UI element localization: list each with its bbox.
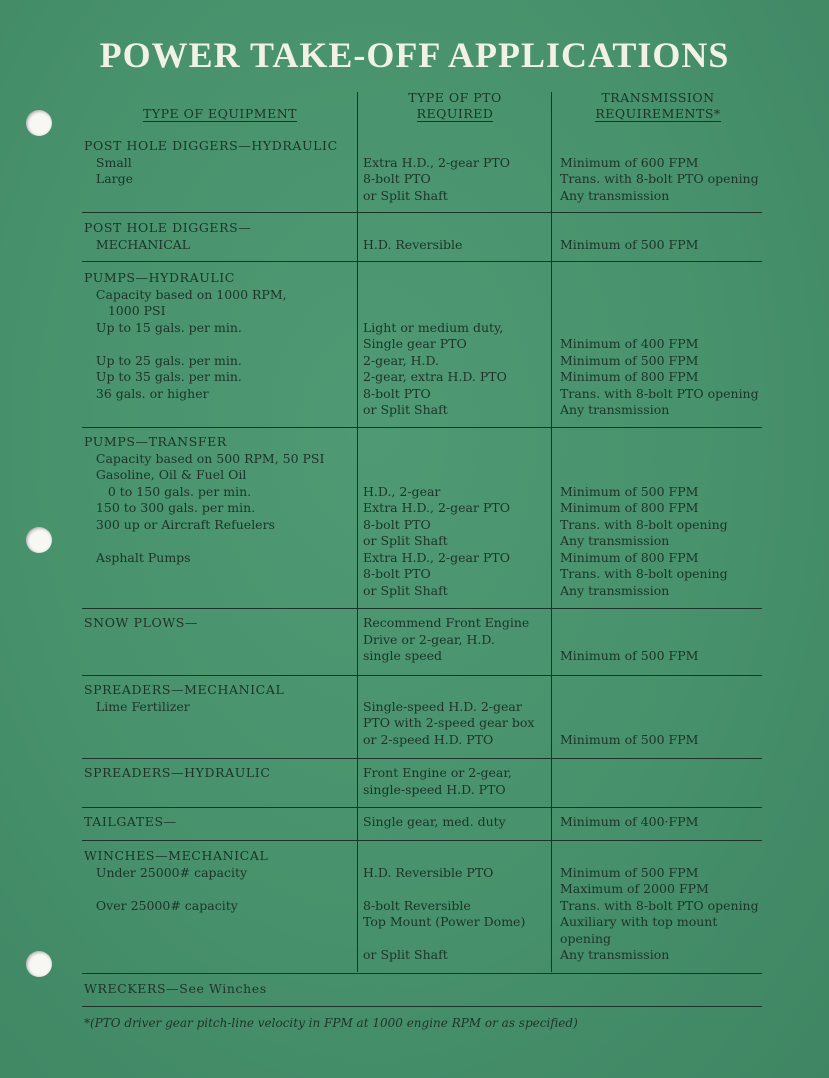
table-cell-line: Trans. with 8-bolt PTO opening [560, 897, 759, 913]
row-divider [82, 675, 762, 676]
table-cell-line: SPREADERS—MECHANICAL [84, 682, 285, 697]
row-divider [82, 1006, 762, 1007]
table-cell-line: MECHANICAL [84, 236, 191, 252]
table-cell-line: Over 25000# capacity [84, 897, 238, 913]
table-cell-line: Any transmission [560, 402, 670, 417]
header-pto: TYPE OF PTO REQUIRED [408, 90, 502, 121]
table-cell-line: POST HOLE DIGGERS—HYDRAULIC [84, 138, 338, 153]
table-cell-line: 1000 PSI [84, 303, 166, 318]
table-cell-line: or Split Shaft [363, 582, 448, 598]
binder-hole [26, 110, 52, 136]
table-cell-line: Up to 25 gals. per min. [84, 352, 242, 368]
table-cell-line: SPREADERS—HYDRAULIC [84, 765, 271, 780]
table-cell-line: Trans. with 8-bolt opening [560, 516, 728, 532]
table-cell-line: H.D. Reversible PTO [363, 864, 494, 880]
page-title: POWER TAKE-OFF APPLICATIONS [99, 35, 730, 75]
row-divider [82, 840, 762, 841]
table-cell-line: 2-gear, H.D. [363, 352, 440, 368]
table-cell-line: Single gear, med. duty [363, 814, 506, 829]
table-cell-line: Minimum of 800 FPM [560, 549, 699, 565]
table-cell-line: 0 to 150 gals. per min. [84, 483, 252, 499]
table-cell-line: Any transmission [560, 187, 670, 203]
table-cell-line: Extra H.D., 2-gear PTO [363, 154, 510, 170]
table-cell-line: Extra H.D., 2-gear PTO [363, 500, 510, 515]
table-cell-line: or Split Shaft [363, 402, 448, 417]
table-cell-line: Trans. with 8-bolt PTO opening [560, 385, 759, 401]
table-cell-line: Minimum of 400·FPM [560, 814, 699, 829]
table-cell-line: Capacity based on 1000 RPM, [84, 286, 287, 302]
table-cell-line: POST HOLE DIGGERS— [84, 220, 252, 235]
table-cell-line: PUMPS—HYDRAULIC [84, 270, 235, 285]
table-cell-line: Minimum of 600 FPM [560, 154, 699, 170]
table-cell-line: or Split Shaft [363, 947, 448, 962]
table-cell-line: Single gear PTO [363, 336, 467, 351]
table-cell-line: Extra H.D., 2-gear PTO [363, 549, 510, 565]
table-cell-line: opening [560, 930, 612, 946]
table-cell-line: 8-bolt Reversible [363, 897, 471, 913]
table-cell-line: PTO with 2-speed gear box [363, 715, 535, 730]
table-cell-line: Front Engine or 2-gear, [363, 765, 512, 780]
table-cell-line: Minimum of 800 FPM [560, 369, 699, 384]
binder-hole [26, 951, 52, 977]
table-cell-line: single-speed H.D. PTO [363, 781, 506, 797]
table-cell-line: 150 to 300 gals. per min. [84, 500, 256, 515]
table-cell-line: 36 gals. or higher [84, 385, 209, 401]
table-cell-line: 8-bolt PTO [363, 566, 431, 581]
table-cell-line: Minimum of 500 FPM [560, 483, 699, 499]
table-cell-line: Single-speed H.D. 2-gear [363, 698, 522, 714]
table-cell-line: 8-bolt PTO [363, 171, 431, 186]
table-cell-line: Minimum of 800 FPM [560, 500, 699, 515]
row-divider [82, 807, 762, 808]
table-cell-line: Any transmission [560, 947, 670, 962]
table-cell-line: PUMPS—TRANSFER [84, 434, 227, 449]
table-cell-line: or Split Shaft [363, 533, 448, 548]
table-cell-line: SNOW PLOWS— [84, 615, 199, 630]
table-cell-line: Maximum of 2000 FPM [560, 881, 709, 896]
table-cell-line: TAILGATES— [84, 814, 177, 829]
table-cell-line: Minimum of 500 FPM [560, 236, 699, 252]
table-cell-line: Up to 35 gals. per min. [84, 369, 242, 384]
table-cell-line: Lime Fertilizer [84, 698, 190, 714]
header-equipment: TYPE OF EQUIPMENT [143, 106, 297, 121]
row-divider [82, 427, 762, 428]
table-cell-line: Minimum of 500 FPM [560, 648, 699, 663]
row-divider [82, 212, 762, 213]
table-cell-line: 2-gear, extra H.D. PTO [363, 369, 507, 384]
table-cell-line: or Split Shaft [363, 187, 448, 203]
table-cell-line: Asphalt Pumps [84, 549, 191, 565]
table-cell-line: Small [84, 154, 132, 170]
table-cell-line: Auxiliary with top mount [560, 914, 718, 929]
table-cell-line: Minimum of 500 FPM [560, 864, 699, 880]
table-cell-line: Gasoline, Oil & Fuel Oil [84, 467, 247, 482]
footnote: *(PTO driver gear pitch-line velocity in FPM at 1000 engine RPM or as specified) [84, 1016, 578, 1030]
table-cell-line: Trans. with 8-bolt PTO opening [560, 171, 759, 186]
table-cell-line: 8-bolt PTO [363, 516, 431, 532]
table-cell-line: Minimum of 400 FPM [560, 336, 699, 351]
table-cell-line: WRECKERS—See Winches [84, 981, 267, 996]
table-cell-line: Recommend Front Engine [363, 615, 530, 630]
table-cell-line: H.D. Reversible [363, 236, 463, 252]
table-cell-line: H.D., 2-gear [363, 483, 441, 499]
row-divider [82, 608, 762, 609]
row-divider [82, 261, 762, 262]
table-cell-line: Large [84, 171, 134, 186]
table-cell-line: 8-bolt PTO [363, 385, 431, 401]
table-cell-line: Trans. with 8-bolt opening [560, 566, 728, 581]
header-transmission: TRANSMISSION REQUIREMENTS* [595, 90, 721, 121]
table-cell-line: Any transmission [560, 533, 670, 548]
table-cell-line: Minimum of 500 FPM [560, 731, 699, 747]
row-divider [82, 973, 762, 974]
table-cell-line: single speed [363, 648, 443, 663]
binder-hole [26, 527, 52, 553]
table-cell-line: Capacity based on 500 RPM, 50 PSI [84, 450, 325, 466]
table-cell-line: WINCHES—MECHANICAL [84, 848, 269, 863]
table-cell-line: or 2-speed H.D. PTO [363, 731, 494, 747]
table-cell-line: Minimum of 500 FPM [560, 352, 699, 368]
table-cell-line: 300 up or Aircraft Refuelers [84, 516, 275, 532]
table-cell-line: Up to 15 gals. per min. [84, 319, 242, 335]
row-divider [82, 758, 762, 759]
table-cell-line: Any transmission [560, 582, 670, 598]
table-cell-line: Drive or 2-gear, H.D. [363, 631, 495, 647]
table-cell-line: Top Mount (Power Dome) [363, 914, 526, 929]
table-cell-line: Light or medium duty, [363, 319, 504, 335]
table-cell-line: Under 25000# capacity [84, 864, 248, 880]
